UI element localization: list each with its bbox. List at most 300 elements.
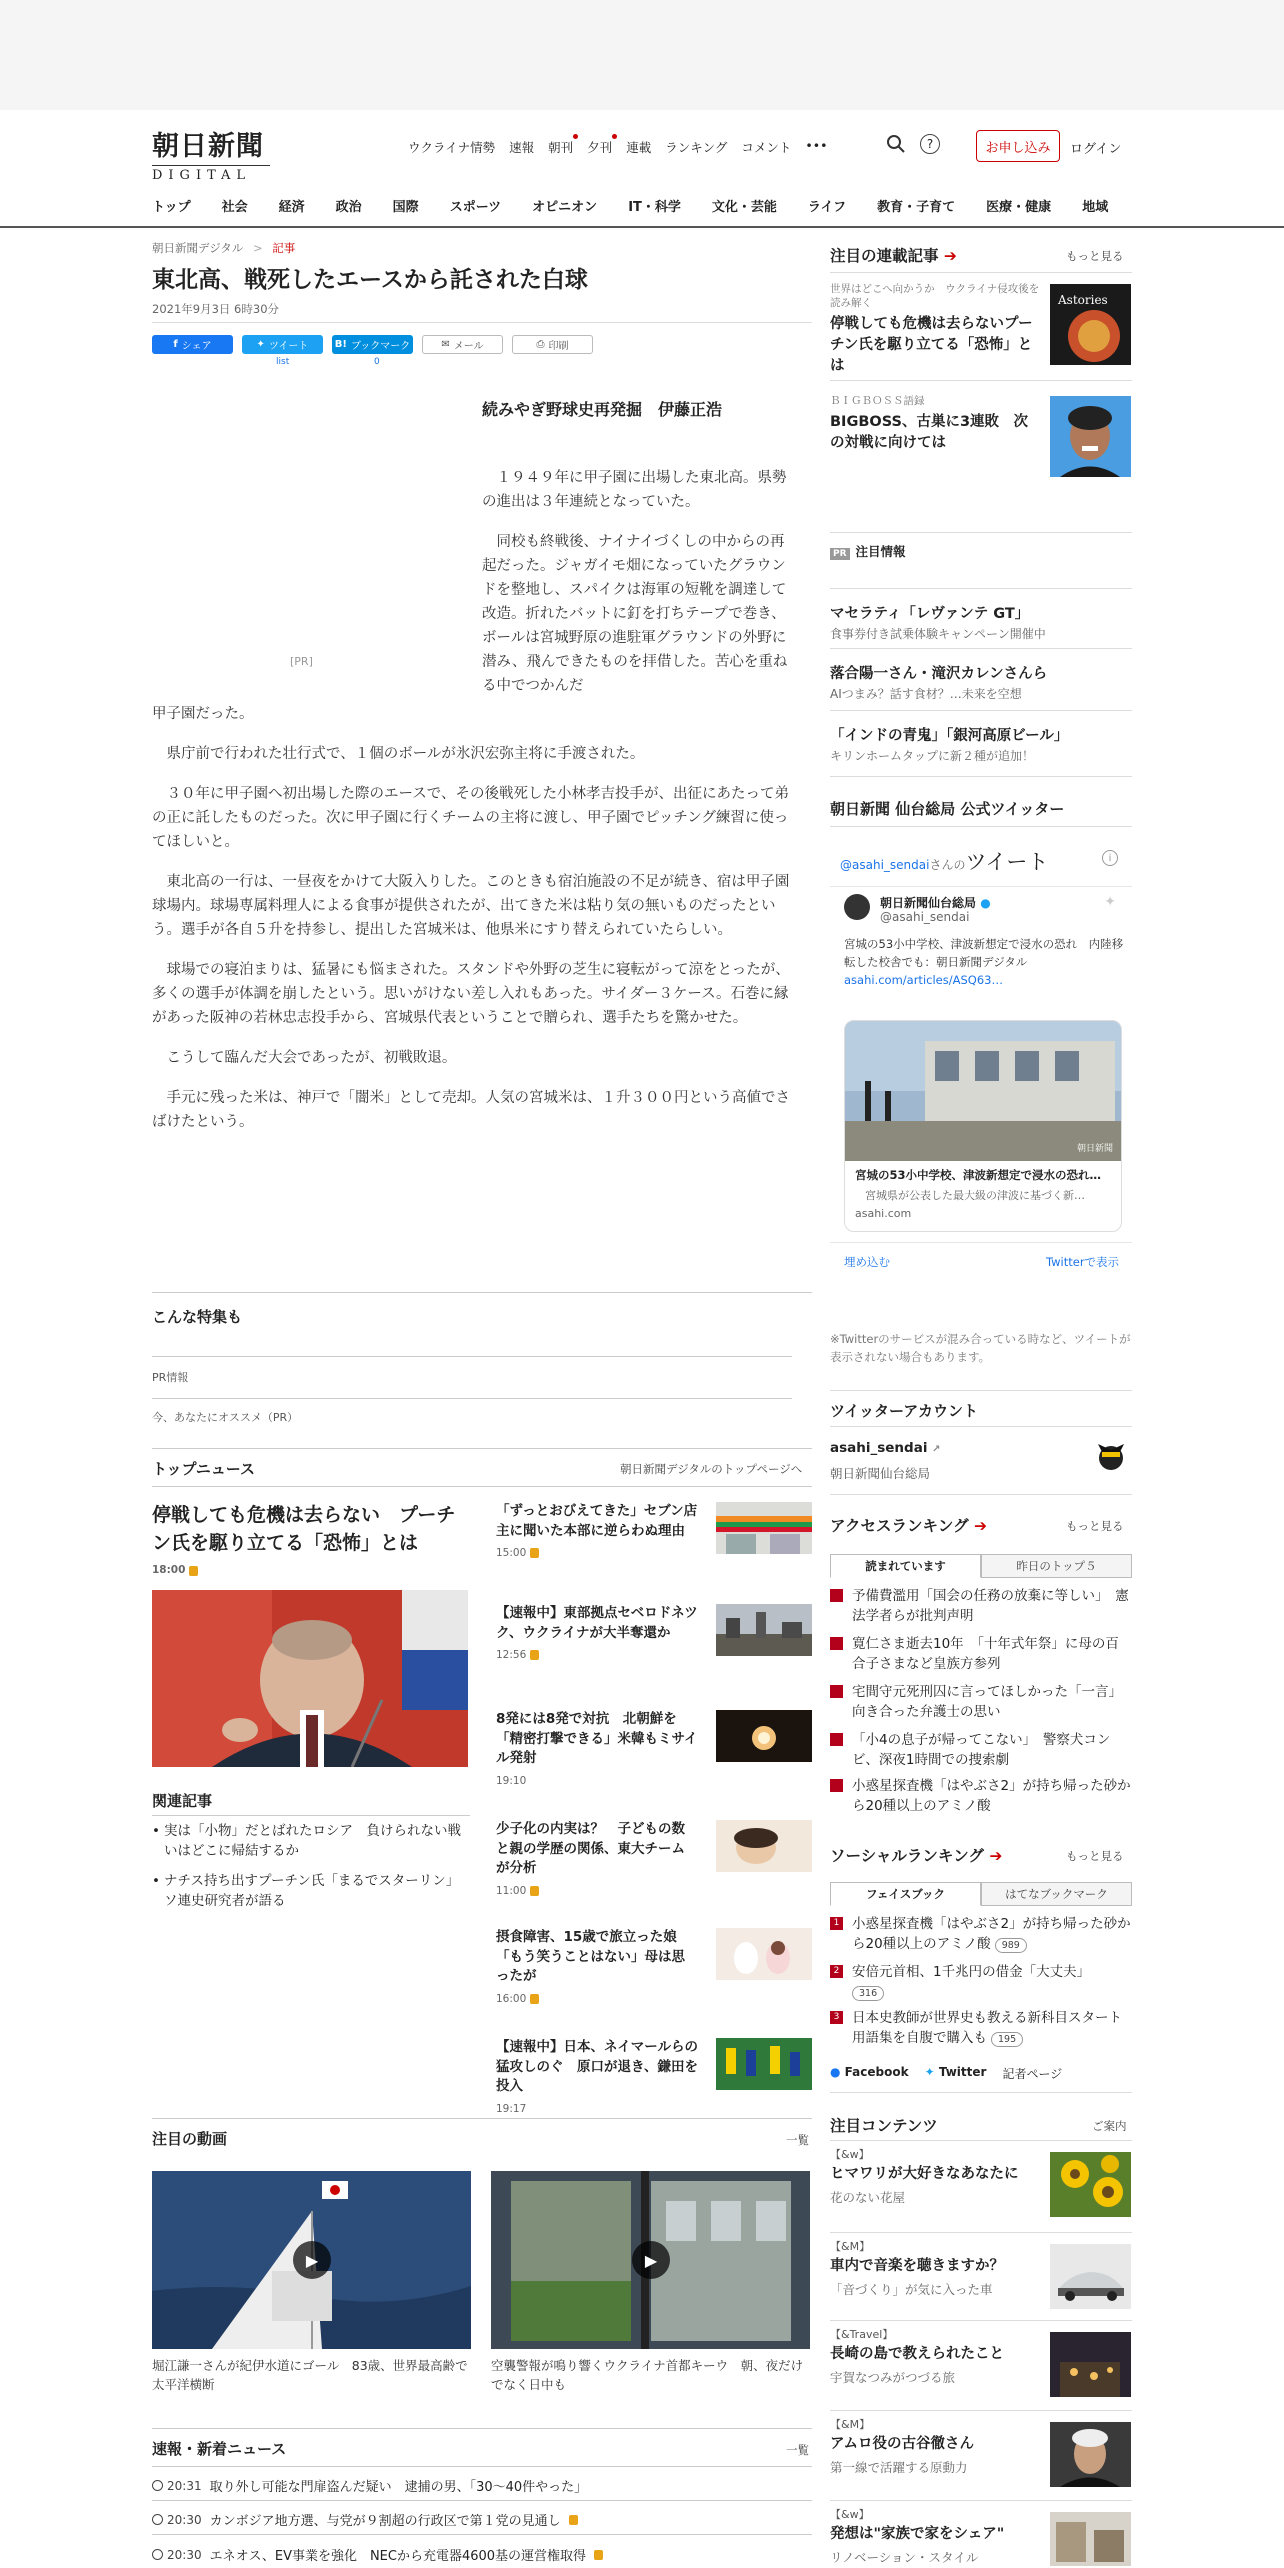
bullet-icon: • [152,1823,160,1839]
twitter-link-text: Twitter [938,2065,987,2079]
ranking-item-text: 小惑星探査機「はやぶさ2」が持ち帰った砂から20種以上のアミノ酸 [852,1778,1131,1815]
play-icon[interactable]: ▶ [632,2241,670,2279]
divider [830,2092,1132,2093]
news-thumbnail [716,1604,812,1656]
breaking-time: 20:30 [167,2512,202,2527]
series-item-title: BIGBOSS、古巣に3連敗 次の対戦に向けては [830,414,1029,452]
lock-icon [569,2515,578,2525]
divider [830,2410,1132,2411]
tweet-body: 宮城の53小中学校、津波新想定で浸水の恐れ 内陸移転した校舎でも：朝日新聞デジタル [844,937,1124,969]
divider [830,2140,1132,2141]
pr-item[interactable] [830,602,1132,642]
news-item-time: 16:00 [496,1992,527,2005]
news-item[interactable] [496,1710,812,1787]
article-date: 2021年9月3日 6時30分 [152,302,280,316]
tab-hatena[interactable]: はてなブックマーク [981,1882,1132,1906]
tweet-text [844,936,1134,989]
info-icon[interactable]: i [1102,850,1118,866]
access-ranking-more[interactable]: もっと見る [1066,1519,1124,1533]
content-sub: 宇賀なつみがつづる旅 [830,2369,956,2385]
lock-icon [594,2550,603,2560]
breaking-headline: 取り外し可能な門扉盗んだ疑い 逮捕の男、「30～40件やった」 [209,2480,588,2495]
logo-digital: DIGITAL [152,165,270,183]
news-item-title: 【速報中】日本、ネイマールらの猛攻しのぐ 原口が退き、鎌田を投入 [496,2039,698,2095]
ranking-item[interactable] [830,1634,1132,1675]
search-icon[interactable] [886,134,906,154]
print-icon: ⎙ [536,339,545,350]
twitter-link[interactable] [925,2065,987,2082]
twitter-account-title: ツイッターアカウント [830,1402,979,1420]
social-item-text: 小惑星探査機「はやぶさ2」が持ち帰った砂から20種以上のアミノ酸 [852,1916,1131,1953]
pr-item-sub: AIつまみ？話す食材？…未来を空想 [830,687,1022,701]
facebook-icon: f [173,339,178,350]
article-paragraph: 県庁前で行われた壮行式で、１個のボールが氷沢宏弥主将に手渡された。 [166,746,645,762]
share-count: 195 [991,2032,1023,2047]
mail-share-button[interactable] [422,335,503,354]
ranking-item[interactable] [830,1586,1132,1627]
lead-news-title[interactable] [152,1502,470,1578]
cat-it-science[interactable]: IT・科学 [628,200,681,215]
article-title: 東北高、戦死したエースから託された白球 [152,267,588,293]
breaking-title: 速報・新着ニュース [152,2440,287,2458]
mail-icon: ✉ [441,339,450,350]
logo-japanese: 朝日新聞 [152,131,264,162]
news-item-title: 「ずっとおびえてきた」セブン店主に聞いた本部に逆らわぬ理由 [496,1503,698,1539]
login-link[interactable]: ログイン [1070,142,1122,157]
site-logo[interactable] [152,124,292,183]
cat-education[interactable]: 教育・子育て [877,200,956,215]
nav-ukraine[interactable]: ウクライナ情勢 [408,140,496,155]
twitter-account-info[interactable] [830,1440,1132,1482]
news-thumbnail [716,1928,812,1980]
lock-icon [530,1994,539,2004]
divider [152,1356,792,1357]
hatena-bookmark-button[interactable] [332,335,413,354]
divider [830,1494,1132,1495]
article-byline: 続みやぎ野球史再発掘 伊藤正浩 [482,400,723,419]
timeline-header [840,846,1048,876]
content-title: 車内で音楽を聴きますか？ [830,2258,1004,2274]
cat-life[interactable]: ライフ [807,200,847,215]
play-icon[interactable]: ▶ [293,2241,331,2279]
subscribe-button[interactable]: お申し込み [976,130,1060,162]
timeline-handle[interactable]: @asahi_sendai [840,858,930,872]
facebook-share-button[interactable] [152,335,233,354]
related-article-text: 実は「小物」だとばれたロシア 負けられない戦いはどこに帰結するか [164,1823,461,1859]
content-item[interactable] [830,2146,1132,2206]
content-item[interactable] [830,2416,1132,2476]
news-item[interactable] [496,1502,812,1559]
twitter-timeline [830,830,1132,1278]
twitter-bird-icon[interactable]: ✦ [1104,894,1116,910]
nav-series[interactable]: 連載 [626,140,652,155]
video-thumbnail[interactable] [491,2171,810,2349]
reporter-page-link[interactable]: 記者ページ [1002,2067,1063,2081]
news-item-title: 【速報中】東部拠点セベロドネツク、ウクライナが大半奪還か [496,1605,698,1641]
clock-icon [152,2480,163,2491]
divider [152,1398,792,1399]
article-body-side [482,466,788,714]
card-title: 宮城の53小中学校、津波新想定で浸水の恐れ… [855,1168,1102,1182]
site-header [0,110,1284,228]
content-kicker: 【&M】 [830,2418,871,2431]
breaking-item[interactable] [152,2545,812,2564]
news-item-time: 19:10 [496,1774,527,1787]
lock-icon [530,1548,539,1558]
divider [830,826,1132,827]
divider [830,776,1132,777]
browser-top-area [0,0,1284,110]
tweet-author-name: 朝日新聞仙台総局 [880,896,977,910]
cat-region[interactable]: 地域 [1082,200,1109,215]
mail-label: メール [453,341,484,352]
facebook-share-label: シェア [181,341,212,352]
arrow-right-icon: ➔ [973,1517,987,1535]
hatena-count[interactable]: 0 [374,357,380,367]
content-item[interactable] [830,2238,1132,2298]
divider [830,588,1132,589]
print-button[interactable] [512,335,593,354]
social-footer [830,2065,1062,2082]
twitter-icon: ✦ [924,2065,935,2079]
cat-health[interactable]: 医療・健康 [986,200,1052,215]
article-paragraph: 手元に残った米は、神戸で「闇米」として売却。人気の宮城米は、１升３００円という高値でさばけたという。 [152,1090,790,1130]
features-title: こんな特集も [152,1308,243,1326]
cat-opinion[interactable]: オピニオン [532,200,598,215]
divider [830,380,1132,381]
related-article[interactable] [152,1872,470,1911]
series-more-link[interactable]: もっと見る [1066,249,1124,263]
article-body-full [152,702,792,1150]
news-item-title: 少子化の内実は？ 子どもの数と親の学歴の関係、東大チームが分析 [496,1821,685,1877]
nav-evening-edition[interactable]: 夕刊 [587,140,613,155]
lead-news-title-text: 停戦しても危機は去らない プーチン氏を駆り立てる「恐怖」とは [152,1504,456,1554]
article-paragraph: １９４９年に甲子園に出場した東北高。県勢の進出は３年連続となっていた。 [482,470,787,510]
pr-item[interactable] [830,724,1132,764]
account-avatar[interactable] [1092,1438,1130,1476]
account-handle: asahi_sendai [830,1440,928,1456]
social-ranking-item[interactable] [830,2008,1136,2049]
ranking-item[interactable] [830,1730,1132,1771]
content-item[interactable] [830,2326,1132,2386]
pr-item-sub: キリンホームタップに新２種が追加！ [830,749,1035,763]
avatar [844,894,870,920]
content-thumbnail [1050,2244,1131,2309]
ranking-item-text: 「小4の息子が帰ってこない」 警察犬コンビ、深夜1時間での捜索劇 [852,1732,1111,1769]
video-caption[interactable]: 空襲警報が鳴り響くウクライナ首都キーウ 朝、夜だけでなく日中も [491,2358,804,2392]
breadcrumb-home[interactable]: 朝日新聞デジタル [152,241,244,255]
account-name: 朝日新聞仙台総局 [830,1466,931,1481]
access-ranking-tabs [830,1554,1132,1578]
divider [830,2320,1132,2321]
content-thumbnail [1050,2332,1131,2397]
content-sub: リノベーション・スタイル [830,2549,979,2565]
tweet-card[interactable] [844,1020,1122,1232]
verified-icon: ● [980,896,991,910]
videos-more-link[interactable]: 一覧 [786,2133,809,2147]
social-ranking-tabs [830,1882,1132,1906]
rank-marker [830,1637,843,1650]
card-description: 宮城県が公表した最大級の津波に基づく新… [865,1189,1085,1202]
ranking-item[interactable] [830,1682,1132,1723]
twitter-widget-title: 朝日新聞 仙台総局 公式ツイッター [830,800,1065,818]
cat-politics[interactable]: 政治 [335,200,362,215]
facebook-link-text: Facebook [844,2065,909,2079]
series-title-text: 注目の連載記事 [830,247,939,265]
divider [830,1242,1132,1243]
lock-icon [530,1886,539,1896]
divider [830,2232,1132,2233]
share-count: 989 [995,1938,1027,1953]
arrow-right-icon: ➔ [943,247,957,265]
facebook-icon: ● [830,2065,841,2079]
rank-number: 2 [830,1965,843,1978]
social-ranking-title-text: ソーシャルランキング [830,1847,984,1865]
breaking-headline: カンボジア地方選、与党が９割超の行政区で第１党の見通し [209,2514,561,2529]
divider [152,322,812,323]
twitter-count[interactable]: list [276,357,290,367]
category-nav [152,196,1108,215]
divider [830,1426,1132,1427]
content-thumbnail [1050,2512,1131,2566]
rank-number: 3 [830,2011,843,2024]
content-sub: 「音づくり」が気に入った車 [830,2281,993,2297]
divider [830,272,1132,273]
astories-badge: Astories [1058,293,1108,307]
content-kicker: 【&M】 [830,2240,871,2253]
divider [152,2534,812,2535]
article-paragraph: 甲子園だった。 [152,706,254,722]
contents-guide-link[interactable]: ご案内 [1092,2119,1127,2133]
divider [830,886,1132,887]
news-item[interactable] [496,1820,812,1897]
breaking-headline: エネオス、EV事業を強化 NECから充電器4600基の運営権取得 [209,2549,587,2564]
series-thumbnail[interactable] [1050,396,1131,477]
pr-item-title: 「インドの青鬼」「銀河高原ビール」 [830,728,1069,744]
series-kicker: ＢＩＧＢＯＳＳ語録 [830,395,925,407]
bullet-icon: • [152,1873,160,1889]
content-title: アムロ役の古谷徹さん [830,2436,974,2452]
series-item[interactable] [830,394,1040,454]
twitter-share-button[interactable] [242,335,323,354]
share-count: 316 [852,1986,884,2001]
ranking-item[interactable] [830,1776,1132,1817]
content-title: 発想は"家族で家をシェア" [830,2526,1005,2542]
breaking-more-link[interactable]: 一覧 [786,2443,809,2457]
content-thumbnail [1050,2422,1131,2487]
article-paragraph: こうして臨んだ大会であったが、初戦敗退。 [166,1050,457,1066]
cat-society[interactable]: 社会 [221,200,248,215]
breadcrumb-current: 記事 [272,241,296,255]
view-on-twitter-link[interactable]: Twitterで表示 [1046,1255,1120,1269]
external-link-icon: ↗ [932,1444,941,1455]
related-article-text: ナチス持ち出すプーチン氏「まるでスターリン」 ソ連史研究者が語る [164,1873,466,1909]
tweet-author-handle: @asahi_sendai [880,910,970,924]
ranking-item-text: 予備費濫用「国会の任務の放棄に等しい」 憲法学者らが批判声明 [852,1588,1129,1625]
content-kicker: 【&Travel】 [830,2328,894,2341]
pr-badge: PR [830,548,850,560]
lead-news-time: 18:00 [152,1564,186,1577]
hatena-label: ブックマーク [350,341,411,352]
series-title [830,244,957,266]
lock-icon [189,1566,198,1576]
news-item-time: 11:00 [496,1884,527,1897]
card-watermark: 朝日新聞 [1077,1144,1114,1154]
nav-ranking[interactable]: ランキング [665,140,728,155]
featured-contents-title: 注目コンテンツ [830,2117,938,2135]
divider [830,1390,1132,1391]
top-page-link[interactable]: 朝日新聞デジタルのトップページへ [620,1462,803,1476]
news-item-title: 摂食障害、15歳で旅立った娘「もう笑うことはない」母は思ったが [496,1929,685,1985]
breadcrumb-separator: > [252,241,263,255]
article-paragraph: ３０年に甲子園へ初出場した際のエースで、その後戦死した小林孝吉投手が、出征にあたって弟の正に託したものだった。次に甲子園に行くチームの主将に渡し、甲子園でピッチング練習に使ってほしいと。 [152,786,789,850]
lock-icon [530,1650,539,1660]
twitter-note: ※Twitterのサービスが混み合っている時など、ツイートが表示されない場合もあります。 [830,1332,1131,1365]
help-icon[interactable]: ? [920,134,940,154]
related-article[interactable] [152,1822,470,1861]
content-title: ヒマワリが大好きなあなたに [830,2166,1019,2182]
breaking-item[interactable] [152,2510,812,2529]
header-icons [886,134,940,154]
rank-marker [830,1779,843,1792]
rank-marker [830,1733,843,1746]
pr-section-title [830,542,906,560]
divider [830,532,1132,533]
cat-culture[interactable]: 文化・芸能 [711,200,777,215]
header-nav [408,138,827,156]
divider [830,710,1132,711]
hatena-icon: B! [334,339,347,350]
social-item-text: 安倍元首相、1千兆円の借金「大丈夫」 [852,1964,1091,1980]
video-thumbnail[interactable] [152,2171,471,2349]
arrow-right-icon: ➔ [989,1847,1003,1865]
article-paragraph: 東北高の一行は、一昼夜をかけて大阪入りした。このときも宿泊施設の不足が続き、宿は甲子園球場内。球場専属料理人による食事が提供されたが、出てきた米は粘り気の無いものだったという。選手が各自５升を持参し、提出した宮城米は、他県米にすり替えられていたらしい。 [152,874,790,938]
access-ranking-title [830,1514,987,1536]
news-thumbnail [716,1502,812,1554]
news-item-title: 8発には8発で対抗 北朝鮮を「精密打撃できる」米韓もミサイル発射 [496,1711,698,1767]
top-news-title: トップニュース [152,1460,256,1478]
cat-economy[interactable]: 経済 [278,200,305,215]
breaking-item[interactable] [152,2476,812,2495]
divider [152,1292,812,1293]
content-sub: 第一線で活躍する原動力 [830,2459,968,2475]
nav-comment[interactable]: コメント [741,140,792,155]
divider [152,1815,470,1816]
content-kicker: 【&w】 [830,2148,870,2161]
news-thumbnail [716,1820,812,1872]
news-thumbnail [716,1710,812,1762]
divider [830,2500,1132,2501]
clock-icon [152,2549,163,2560]
divider [152,1448,812,1449]
news-item-time: 19:17 [496,2102,527,2115]
timeline-word: ツイート [965,850,1049,874]
news-item[interactable] [496,1928,812,2005]
video-caption[interactable]: 堀江謙一さんが紀伊水道にゴール 83歳、世界最高齢で太平洋横断 [152,2358,468,2392]
series-thumbnail[interactable] [1050,284,1131,365]
cat-sports[interactable]: スポーツ [449,200,502,215]
divider [152,2428,812,2429]
related-articles-title: 関連記事 [152,1792,213,1810]
ranking-item-text: 寛仁さま逝去10年 「十年式年祭」に母の百合子さまなど皇族方参列 [852,1636,1119,1673]
series-item[interactable] [830,282,1040,377]
news-item[interactable] [496,2038,812,2115]
divider [152,2466,812,2467]
nav-breaking[interactable]: 速報 [509,140,535,155]
news-item[interactable] [496,1604,812,1661]
facebook-link[interactable] [830,2065,909,2082]
divider [152,1486,812,1487]
pr-title-text: 注目情報 [855,544,906,559]
pr-item-title: 落合陽一さん・滝沢カレンさんら [830,666,1048,682]
social-ranking-title [830,1844,1002,1866]
social-ranking-more[interactable]: もっと見る [1066,1849,1124,1863]
news-item-time: 15:00 [496,1547,527,1560]
content-title: 長崎の島で教えられたこと [830,2346,1004,2362]
tweet-link[interactable]: asahi.com/articles/ASQ63… [844,972,1003,987]
card-domain: asahi.com [855,1207,912,1220]
content-thumbnail [1050,2152,1131,2217]
tab-facebook[interactable]: フェイスブック [830,1882,981,1906]
article-paragraph: 同校も終戦後、ナイナイづくしの中からの再起だった。ジャガイモ畑になっていたグラウンドを整地し、スパイクは海軍の短靴を調達して改造。折れたバットに釘を打ちテープで巻き、ボールは宮城野原の進駐軍グラウンドの外野に潜み、飛んできたものを拝借した。苦心を重ねる中でつかんだ [482,534,788,694]
breaking-time: 20:31 [167,2478,202,2493]
timeline-suffix: さんの [929,858,966,872]
divider [152,2118,812,2119]
print-label: 印刷 [548,341,569,352]
pr-item-title: マセラティ「レヴァンテ GT」 [830,606,1030,622]
content-kicker: 【&w】 [830,2508,870,2521]
ranking-item-text: 宅間守元死刑囚に言ってほしかった「一言」 向き合った弁護士の思い [852,1684,1129,1721]
breadcrumb [152,240,295,256]
nav-morning-edition[interactable]: 朝刊 [548,140,574,155]
divider [152,2500,812,2501]
rank-marker [830,1685,843,1698]
embed-link[interactable]: 埋め込む [844,1255,890,1269]
article-paragraph: 球場での寝泊まりは、猛暑にも悩まされた。スタンドや外野の芝生に寝転がって涼をとったが、多くの選手が体調を崩したという。思いがけない差し入れもあった。サイダー３ケース。石巻に縁があった阪神の若林忠志投手から、宮城県代表ということで贈られ、選手たちを驚かせた。 [152,962,790,1026]
recommend-heading: 今、あなたにオススメ（PR） [152,1411,299,1424]
social-ranking-item[interactable] [830,1914,1132,1955]
series-kicker: 世界はどこへ向かうか ウクライナ侵攻後を読み解く [830,283,1040,310]
lead-news-photo[interactable] [152,1590,468,1767]
ad-pr-label: [PR] [290,655,313,668]
social-item-text: 日本史教師が世界史も教える新科目スタート 用語集を自腹で購入も [852,2010,1136,2047]
twitter-share-label: ツイート [268,341,309,352]
share-buttons [152,335,593,354]
tab-most-read[interactable]: 読まれています [830,1554,981,1578]
pr-item-sub: 食事券付き試乗体験キャンペーン開催中 [830,627,1046,641]
content-item[interactable] [830,2506,1132,2566]
twitter-bird-icon: ✦ [256,339,265,350]
social-ranking-item[interactable] [830,1962,1132,2003]
cat-top[interactable]: トップ [152,200,191,215]
rank-marker [830,1589,843,1602]
series-item-title: 停戦しても危機は去らないプーチン氏を駆り立てる「恐怖」とは [830,316,1033,375]
rank-number: 1 [830,1917,843,1930]
access-ranking-title-text: アクセスランキング [830,1517,969,1535]
content-sub: 花のない花屋 [830,2189,906,2205]
cat-international[interactable]: 国際 [392,200,419,215]
news-thumbnail [716,2038,812,2090]
divider [830,648,1132,649]
pr-item[interactable] [830,662,1132,702]
videos-title: 注目の動画 [152,2130,228,2148]
news-item-time: 12:56 [496,1649,527,1662]
breaking-time: 20:30 [167,2547,202,2562]
tab-yesterday-top5[interactable]: 昨日のトップ５ [981,1554,1132,1578]
nav-more-icon[interactable]: ••• [805,138,828,153]
pr-info-heading: PR情報 [152,1371,189,1384]
clock-icon [152,2514,163,2525]
